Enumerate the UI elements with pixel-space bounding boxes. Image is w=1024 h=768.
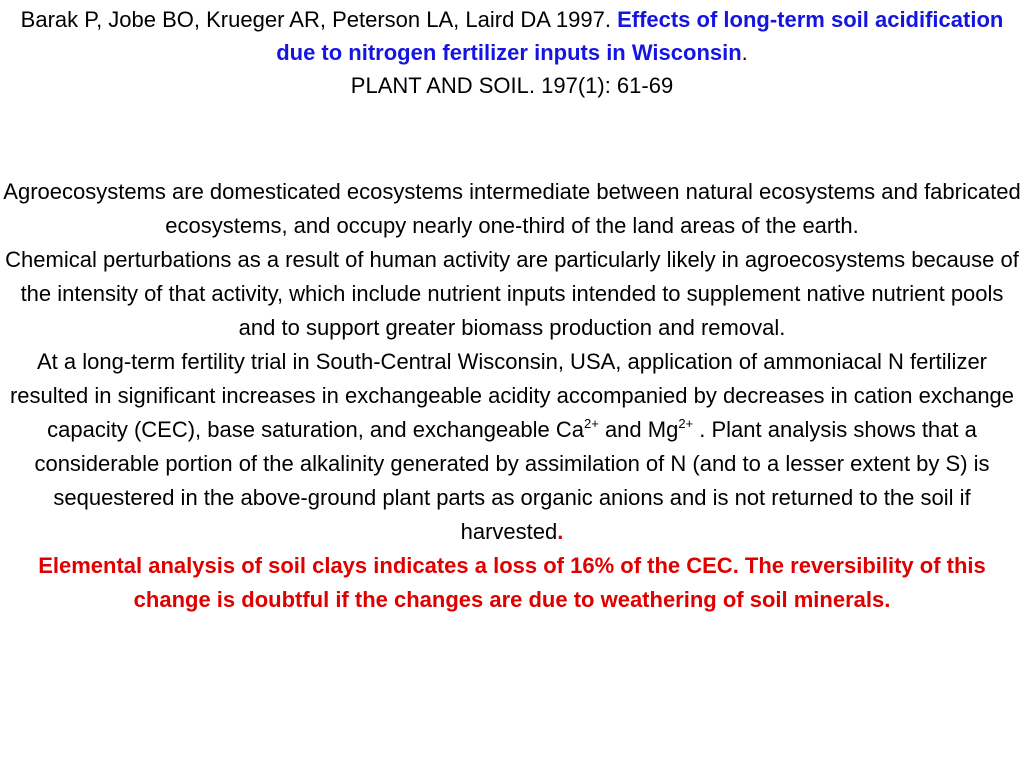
calcium-charge-superscript: 2+	[584, 416, 599, 431]
citation-journal: PLANT AND SOIL. 197(1): 61-69	[350, 73, 674, 98]
paragraph-fertility-trial	[0, 345, 1024, 549]
citation-title-period: .	[741, 40, 748, 65]
fertility-text-period: .	[557, 519, 564, 544]
paragraph-elemental-analysis: Elemental analysis of soil clays indicates a loss of 16% of the CEC. The reversibility of this change is doubtful if the changes are due to weathering of soil minerals.	[38, 553, 986, 612]
fertility-text-part2: and Mg	[598, 417, 679, 442]
citation-title: Effects of long-term soil acidification due to nitrogen fertilizer inputs in Wisconsin	[276, 7, 1004, 65]
abstract-body	[0, 175, 1024, 617]
citation-authors-year: Barak P, Jobe BO, Krueger AR, Peterson LA, Laird DA 1997.	[20, 7, 611, 32]
citation-header	[0, 3, 1024, 102]
magnesium-charge-superscript: 2+	[678, 416, 694, 431]
paragraph-chemical-perturbations: Chemical perturbations as a result of human activity are particularly likely in agroecosystems because of the intensity of that activity, which include nutrient inputs intended to supplement native nutrient pools and to support greater biomass production and removal.	[5, 247, 1019, 340]
paragraph-agroecosystems: Agroecosystems are domesticated ecosystems intermediate between natural ecosystems and fabricated ecosystems, and occupy nearly one-third of the land areas of the earth.	[3, 179, 1021, 238]
fertility-text-part3: . Plant analysis shows that a considerable portion of the alkalinity generated by assimilation of N (and to a lesser extent by S) is sequestered in the above-ground plant parts as organic anions and is not returned to the soil if harvested	[34, 417, 990, 544]
fertility-text-part1: At a long-term fertility trial in South-Central Wisconsin, USA, application of ammoniacal N fertilizer resulted in significant increases in exchangeable acidity accompanied by decreases in cation exchange capacity (CEC), base saturation, and exchangeable Ca	[9, 349, 1015, 442]
